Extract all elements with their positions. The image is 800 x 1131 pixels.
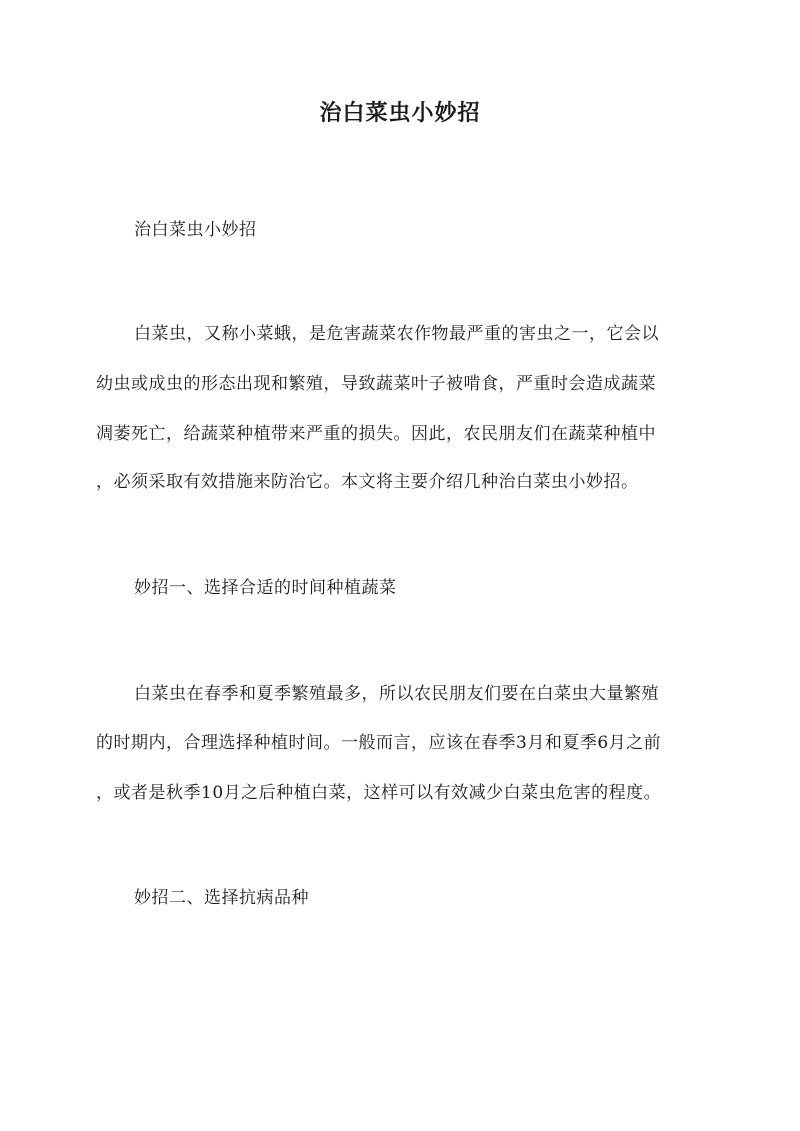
section-heading-2: 妙招二、选择抗病品种 [134, 888, 309, 908]
section1-line: 的时期内，合理选择种植时间。一般而言，应该在春季3月和夏季6月之前 [96, 733, 662, 753]
intro-line: ，必须采取有效措施来防治它。本文将主要介绍几种治白菜虫小妙招。 [96, 472, 639, 492]
intro-line: 幼虫或成虫的形态出现和繁殖，导致蔬菜叶子被啃食，严重时会造成蔬菜 [96, 374, 656, 394]
subtitle: 治白菜虫小妙招 [134, 220, 257, 240]
intro-line: 白菜虫，又称小菜蛾，是危害蔬菜农作物最严重的害虫之一，它会以 [134, 324, 659, 344]
section-heading-1: 妙招一、选择合适的时间种植蔬菜 [134, 578, 397, 598]
intro-line: 凋萎死亡，给蔬菜种植带来严重的损失。因此，农民朋友们在蔬菜种植中 [96, 424, 656, 444]
section1-line: ，或者是秋季10月之后种植白菜，这样可以有效减少白菜虫危害的程度。 [96, 783, 662, 803]
document-title: 治白菜虫小妙招 [319, 100, 481, 126]
section1-line: 白菜虫在春季和夏季繁殖最多，所以农民朋友们要在白菜虫大量繁殖 [134, 684, 659, 704]
